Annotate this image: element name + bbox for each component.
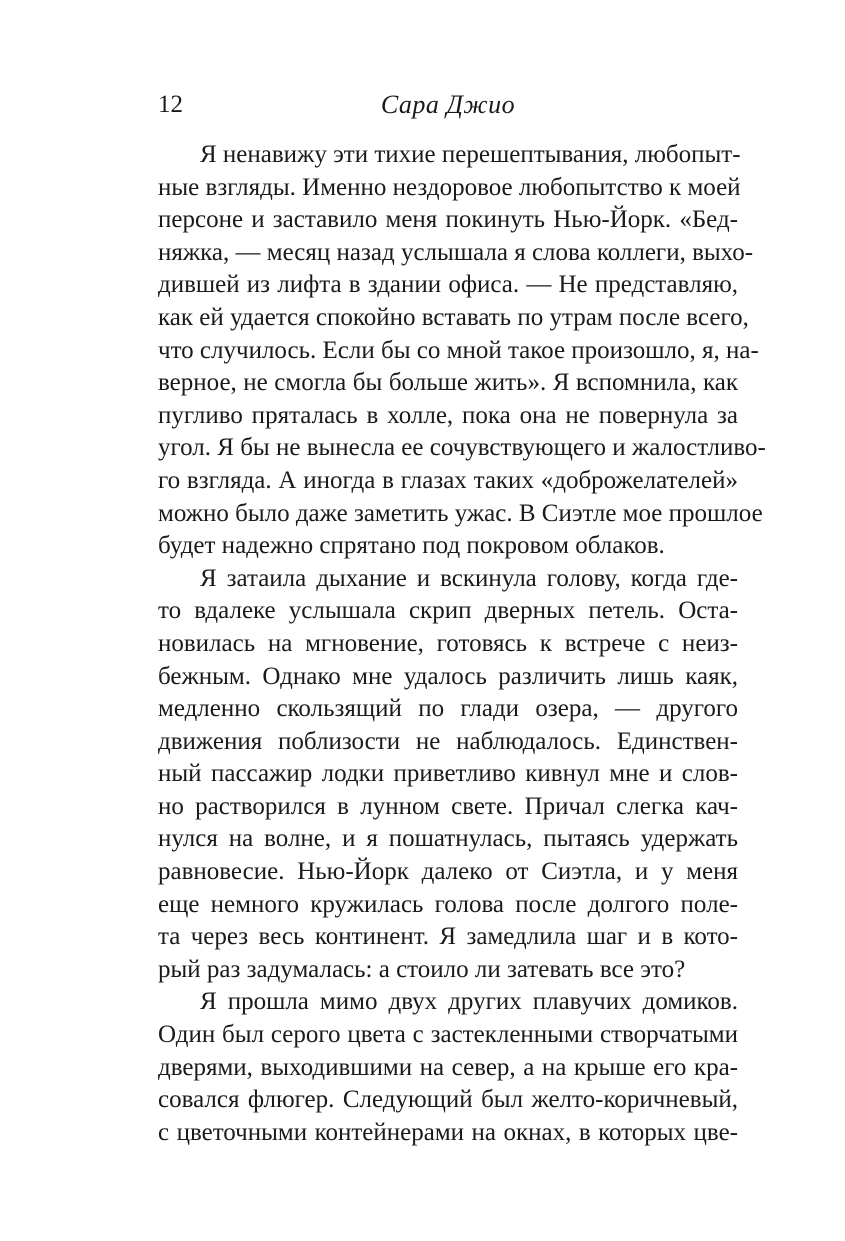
text-line: пугливо пряталась в холле, пока она не повернула за [158,401,738,429]
page-number: 12 [158,91,183,118]
text-line: верное, не смогла бы больше жить». Я вспомнила, как [158,369,738,397]
text-line: та через весь континент. Я замедлила шаг и в кото- [158,923,738,951]
text-line: ный пассажир лодки приветливо кивнул мне и слов- [158,760,738,788]
paragraph-3 [158,986,738,1149]
text-line: то вдалеке услышала скрип дверных петель. Оста- [158,597,738,625]
text-line: ные взгляды. Именно нездоровое любопытство к моей [158,173,741,201]
text-line: но растворился в лунном свете. Причал слегка кач- [158,792,738,820]
text-line: бежным. Однако мне удалось различить лишь каяк, [158,662,738,690]
text-line: дверями, выходившими на север, а на крыше его кра- [158,1053,738,1081]
text-line: няжка, — месяц назад услышала я слова коллеги, выхо- [158,238,754,266]
text-line: можно было даже заметить ужас. В Сиэтле мое прошлое [158,499,763,527]
text-line: дившей из лифта в здании офиса. — Не представляю, [158,271,738,299]
text-line: Я ненавижу эти тихие перешептывания, любопыт- [200,141,741,168]
paragraph-1 [158,139,766,563]
text-line: рый раз задумалась: а стоило ли затевать все это? [158,955,686,983]
running-head [158,86,738,126]
book-author: Сара Джио [380,90,516,119]
text-line: Я затаила дыхание и вскинула голову, когда где- [200,564,738,592]
text-line: движения поблизости не наблюдалось. Единствен- [158,727,738,755]
paragraph-2 [158,563,738,987]
body-text [158,139,766,1149]
text-line: новилась на мгновение, готовясь к встрече с неиз- [158,629,738,657]
text-line: совался флюгер. Следующий был желто-коричневый, [158,1086,738,1114]
text-line: как ей удается спокойно вставать по утрам после всего, [158,303,749,331]
text-line: персоне и заставило меня покинуть Нью-Йорк. «Бед- [158,206,738,234]
text-line: еще немного кружилась голова после долгого поле- [158,890,738,918]
text-line: будет надежно спрятано под покровом облаков. [158,532,665,560]
text-line: медленно скользящий по глади озера, — другого [158,695,738,723]
text-line: го взгляда. А иногда в глазах таких «доброжелателей» [158,466,738,494]
text-line: нулся на волне, и я пошатнулась, пытаясь удержать [158,825,738,853]
text-line: угол. Я бы не вынесла ее сочувствующего и жалостливо- [158,434,766,462]
text-line: Я прошла мимо двух других плавучих домиков. [200,988,738,1016]
text-line: равновесие. Нью-Йорк далеко от Сиэтла, и у меня [158,858,738,886]
text-line: Один был серого цвета с застекленными створчатыми [158,1021,738,1049]
text-line: с цветочными контейнерами на окнах, в которых цве- [158,1118,738,1146]
text-line: что случилось. Если бы со мной такое произошло, я, на- [158,336,759,364]
